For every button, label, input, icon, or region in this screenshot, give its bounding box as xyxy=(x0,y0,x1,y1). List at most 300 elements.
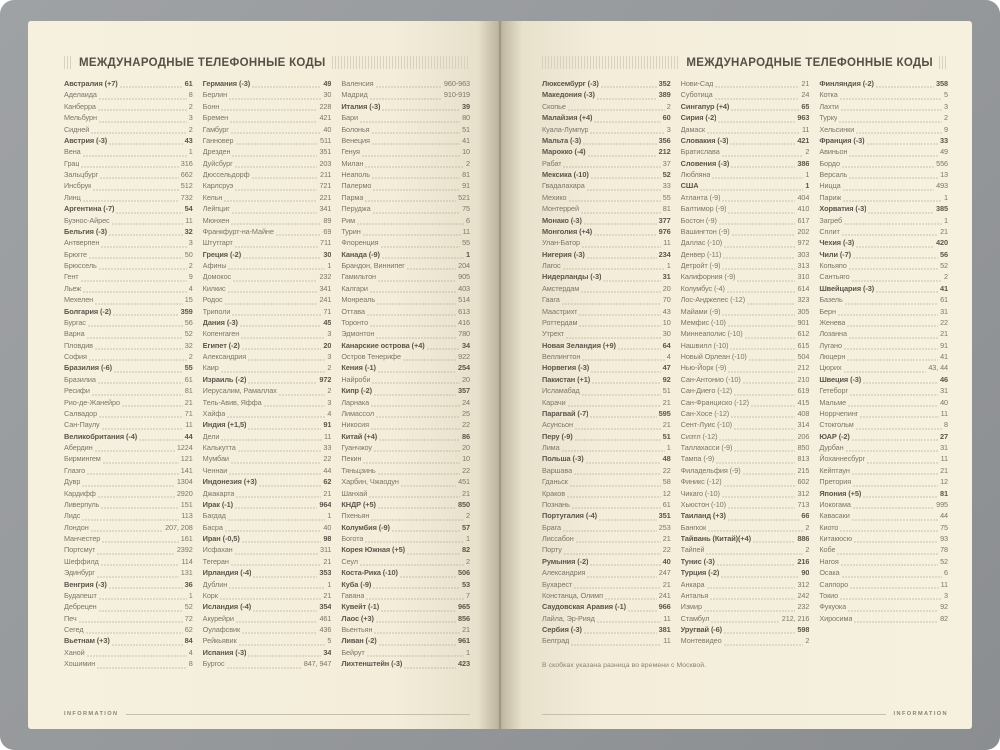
entry-code: 31 xyxy=(940,443,949,452)
list-item xyxy=(542,511,671,522)
entry-code: 33 xyxy=(662,181,671,191)
list-item xyxy=(542,636,671,647)
dots-leader xyxy=(243,257,321,259)
dots-leader xyxy=(576,541,661,543)
entry-code: 70 xyxy=(662,295,671,305)
entry-label: Куба (-9) xyxy=(341,579,372,589)
entry-label: Оттава xyxy=(341,306,365,316)
entry-label: Палермо xyxy=(341,181,372,191)
entry-label: Портсмут xyxy=(64,545,96,555)
entry-code: 62 xyxy=(184,625,193,634)
dots-leader xyxy=(100,177,179,179)
entry-label: Исламабад xyxy=(542,386,580,396)
dots-leader xyxy=(98,109,187,111)
list-item xyxy=(341,580,470,591)
entry-code: 3 xyxy=(944,101,949,111)
entry-label: Загреб xyxy=(819,215,843,225)
list-item xyxy=(542,113,671,124)
entry-code: 161 xyxy=(180,534,193,543)
entry-code: 91 xyxy=(323,420,332,430)
list-item xyxy=(341,295,470,306)
list-item xyxy=(819,443,948,454)
list-item xyxy=(341,602,470,613)
list-item xyxy=(819,386,948,397)
entry-code: 254 xyxy=(457,363,471,373)
list-item xyxy=(64,170,193,181)
dots-leader xyxy=(101,246,186,248)
entry-label: Нагоя xyxy=(819,556,839,566)
dots-leader xyxy=(568,405,661,407)
dots-leader xyxy=(99,268,187,270)
list-item xyxy=(64,454,193,465)
entry-code: 358 xyxy=(935,79,949,88)
dots-leader xyxy=(728,212,795,214)
entry-label: Польша (-3) xyxy=(542,454,584,464)
entry-code: 2 xyxy=(466,556,471,566)
entry-code: 90 xyxy=(801,568,810,578)
entry-code: 11 xyxy=(940,454,949,464)
list-item xyxy=(64,500,193,511)
entry-label: Копьяпо xyxy=(819,261,847,270)
entry-code: 856 xyxy=(457,613,471,623)
dots-leader xyxy=(569,200,661,202)
dots-leader xyxy=(370,325,456,327)
left-page-footer xyxy=(64,711,470,717)
list-item xyxy=(341,409,470,420)
entry-code: 22 xyxy=(940,317,949,327)
dots-leader xyxy=(253,576,317,578)
dots-leader xyxy=(588,155,657,157)
list-item xyxy=(64,568,193,579)
dots-leader xyxy=(79,621,183,623)
entry-label: Вьентьян xyxy=(341,625,373,634)
list-item xyxy=(341,204,470,215)
dots-leader xyxy=(567,496,661,498)
entry-code: 41 xyxy=(940,352,949,361)
entry-code: 71 xyxy=(323,306,332,316)
entry-label: Пакистан (+1) xyxy=(542,374,591,384)
entry-label: Ресифи xyxy=(64,386,90,396)
list-item xyxy=(542,477,671,488)
entry-label: Новый Орлеан (-10) xyxy=(680,352,747,361)
entry-code: 65 xyxy=(801,101,810,111)
dots-leader xyxy=(83,200,179,202)
entry-label: Калькутта xyxy=(202,443,236,452)
list-item xyxy=(203,250,332,261)
entry-label: Мехико xyxy=(542,192,567,202)
entry-label: Нови-Сад xyxy=(680,79,714,88)
entry-code: 40 xyxy=(323,124,332,134)
dots-leader xyxy=(376,416,460,418)
left-page xyxy=(28,21,498,729)
list-item xyxy=(341,625,470,636)
entry-code: 10 xyxy=(462,147,471,157)
list-item xyxy=(341,147,470,158)
dots-leader xyxy=(360,564,464,566)
list-item xyxy=(64,238,193,249)
entry-label: Роттердам xyxy=(542,317,578,327)
list-item xyxy=(681,614,810,625)
dots-leader xyxy=(403,359,456,361)
entry-code: 241 xyxy=(319,295,332,305)
codes-columns xyxy=(542,79,948,648)
entry-code: 253 xyxy=(658,522,671,532)
entry-label: Сеул xyxy=(341,556,358,566)
entry-code: 556 xyxy=(936,158,949,168)
list-item xyxy=(64,409,193,420)
list-item xyxy=(542,420,671,431)
entry-code: 847, 947 xyxy=(303,659,332,669)
entry-label: Хельсинки xyxy=(819,124,855,134)
entry-code: 207, 208 xyxy=(165,522,193,532)
entry-label: Ирландия (-4) xyxy=(202,568,252,578)
entry-label: Шеффилд xyxy=(64,556,99,566)
entry-code: 247 xyxy=(658,568,671,578)
list-item xyxy=(203,318,332,329)
entry-code: 341 xyxy=(319,204,332,214)
dots-leader xyxy=(365,541,464,543)
entry-code: 451 xyxy=(458,477,471,487)
dots-leader xyxy=(120,86,183,88)
list-item xyxy=(681,466,810,477)
entry-label: Сан-Хосе (-12) xyxy=(680,408,730,418)
entry-label: Остров Тенерифе xyxy=(341,352,401,361)
dots-leader xyxy=(97,576,179,578)
dots-leader xyxy=(848,610,938,612)
entry-label: Эдинбург xyxy=(64,568,95,578)
entry-code: 72 xyxy=(184,613,193,623)
list-item xyxy=(542,79,671,90)
dots-leader xyxy=(87,655,187,657)
entry-code: 310 xyxy=(797,272,810,282)
dots-leader xyxy=(382,257,464,259)
list-item xyxy=(341,557,470,568)
entry-label: Финляндия (-2) xyxy=(819,79,874,88)
entry-code: 78 xyxy=(940,545,949,555)
dots-leader xyxy=(723,257,795,259)
entry-label: Гетеборг xyxy=(819,386,849,396)
entry-code: 305 xyxy=(797,306,810,316)
dots-leader xyxy=(563,530,657,532)
dots-leader xyxy=(749,359,796,361)
entry-label: Монако (-3) xyxy=(542,215,582,225)
list-item xyxy=(341,568,470,579)
entry-label: Сан-Франциско (-12) xyxy=(680,397,750,407)
entry-code: 3 xyxy=(666,124,671,134)
dots-leader xyxy=(101,507,178,509)
dots-leader xyxy=(228,268,325,270)
entry-code: 21 xyxy=(940,329,949,339)
entry-label: Бирмингем xyxy=(64,454,101,464)
list-item xyxy=(203,454,332,465)
list-item xyxy=(819,420,948,431)
entry-label: Торонто xyxy=(341,317,369,327)
entry-code: 614 xyxy=(797,283,810,293)
list-item xyxy=(64,227,193,238)
dots-leader xyxy=(99,416,183,418)
entry-label: Хошимин xyxy=(64,659,96,669)
dots-leader xyxy=(704,610,796,612)
entry-code: 813 xyxy=(797,454,810,464)
list-item xyxy=(341,534,470,545)
entry-code: 60 xyxy=(662,113,671,123)
dots-leader xyxy=(81,280,187,282)
entry-code: 43 xyxy=(184,135,193,145)
entry-label: Турция (-2) xyxy=(680,568,720,578)
list-item xyxy=(64,591,193,602)
dots-leader xyxy=(116,212,182,214)
entry-code: 52 xyxy=(184,329,193,339)
dots-leader xyxy=(721,576,799,578)
list-item xyxy=(681,136,810,147)
entry-label: Сидней xyxy=(64,124,90,134)
entry-code: 91 xyxy=(462,181,471,191)
list-item xyxy=(681,284,810,295)
list-item xyxy=(681,523,810,534)
footer-rule xyxy=(542,714,886,715)
entry-code: 504 xyxy=(797,352,810,361)
dots-leader xyxy=(381,246,461,248)
list-item xyxy=(203,432,332,443)
list-item xyxy=(341,261,470,272)
entry-code: 54 xyxy=(184,204,193,214)
entry-code: 21 xyxy=(323,488,332,498)
entry-code: 357 xyxy=(457,386,471,396)
entry-code: 506 xyxy=(457,568,471,578)
entry-code: 1304 xyxy=(176,477,193,487)
dots-leader xyxy=(724,644,804,646)
entry-code: 9 xyxy=(188,272,193,282)
list-item xyxy=(819,284,948,295)
entry-label: Аделаида xyxy=(64,90,97,100)
list-item xyxy=(819,454,948,465)
dots-leader xyxy=(591,371,661,373)
list-item xyxy=(819,193,948,204)
list-item xyxy=(341,386,470,397)
entry-label: Констанца, Олимп xyxy=(542,590,603,600)
dots-leader xyxy=(852,473,938,475)
dots-leader xyxy=(220,598,322,600)
entry-code: 905 xyxy=(458,272,471,282)
entry-code: 232 xyxy=(797,602,810,612)
entry-code: 215 xyxy=(797,465,810,475)
list-item xyxy=(542,352,671,363)
dots-leader xyxy=(706,553,803,555)
list-item xyxy=(819,523,948,534)
entry-label: Претория xyxy=(819,477,852,487)
list-item xyxy=(819,534,948,545)
dots-leader xyxy=(369,496,460,498)
dots-leader xyxy=(724,632,795,634)
list-item xyxy=(341,90,470,101)
dots-leader xyxy=(112,644,183,646)
entry-code: 403 xyxy=(458,283,471,293)
dots-leader xyxy=(367,655,464,657)
entry-label: Сан-Антонио (-10) xyxy=(680,374,741,384)
dots-leader xyxy=(382,109,460,111)
entry-label: Богота xyxy=(341,534,364,543)
dots-leader xyxy=(848,405,938,407)
dots-leader xyxy=(591,177,661,179)
list-item xyxy=(203,181,332,192)
entry-label: Акурейри xyxy=(202,613,234,623)
entry-label: Канберра xyxy=(64,101,96,111)
list-item xyxy=(819,557,948,568)
entry-label: Брага xyxy=(542,522,561,532)
list-item xyxy=(819,466,948,477)
entry-code: 210 xyxy=(797,374,810,384)
list-item xyxy=(64,284,193,295)
entry-label: Иерусалим, Рамаллах xyxy=(202,386,277,396)
entry-label: Майами (-9) xyxy=(680,306,721,316)
list-item xyxy=(341,125,470,136)
entry-code: 613 xyxy=(458,306,471,316)
entry-code: 61 xyxy=(184,79,193,88)
list-item xyxy=(681,375,810,386)
dots-leader xyxy=(586,462,661,464)
dots-leader xyxy=(592,382,661,384)
entry-code: 351 xyxy=(658,511,671,521)
entry-code: 211 xyxy=(320,170,332,179)
entry-code: 241 xyxy=(658,590,671,600)
entry-code: 22 xyxy=(462,420,471,430)
list-item xyxy=(64,204,193,215)
list-item xyxy=(64,113,193,124)
entry-label: Братислава xyxy=(680,147,720,157)
list-item xyxy=(64,534,193,545)
entry-label: Норрчепинг xyxy=(819,408,859,418)
list-item xyxy=(203,136,332,147)
list-item xyxy=(64,625,193,636)
list-item xyxy=(341,272,470,283)
dots-leader xyxy=(378,280,456,282)
entry-code: 404 xyxy=(797,192,810,202)
dots-leader xyxy=(728,371,795,373)
entry-label: Киото xyxy=(819,522,839,532)
dots-leader xyxy=(392,530,460,532)
entry-code: 232 xyxy=(319,272,332,282)
dots-leader xyxy=(840,530,938,532)
dots-leader xyxy=(227,667,302,669)
list-item xyxy=(819,216,948,227)
dots-leader xyxy=(98,496,175,498)
dots-leader xyxy=(99,121,187,123)
entry-code: 31 xyxy=(662,272,671,282)
dots-leader xyxy=(843,189,935,191)
list-item xyxy=(542,432,671,443)
dots-leader xyxy=(734,428,795,430)
entry-label: Версаль xyxy=(819,170,848,179)
dots-leader xyxy=(722,268,795,270)
list-item xyxy=(341,375,470,386)
entry-label: Кавасаки xyxy=(819,511,850,521)
list-item xyxy=(819,409,948,420)
dots-leader xyxy=(239,644,326,646)
list-item xyxy=(203,90,332,101)
entry-label: Шанхай xyxy=(341,488,368,498)
list-item xyxy=(203,523,332,534)
entry-code: 8 xyxy=(188,90,193,100)
entry-code: 57 xyxy=(461,522,471,532)
dots-leader xyxy=(730,143,795,145)
dots-leader xyxy=(235,166,318,168)
entry-label: Сирия (-2) xyxy=(680,113,717,123)
entry-label: Канада (-9) xyxy=(341,249,380,259)
list-item xyxy=(681,500,810,511)
dots-leader xyxy=(374,450,460,452)
dots-leader xyxy=(737,280,795,282)
entry-label: Бухарест xyxy=(542,579,573,589)
dots-leader xyxy=(248,655,321,657)
entry-code: 81 xyxy=(939,488,949,498)
entry-label: Штутгарт xyxy=(202,238,233,248)
list-item xyxy=(341,454,470,465)
entry-code: 216 xyxy=(797,556,810,566)
entry-code: 963 xyxy=(797,113,810,123)
entry-label: Лейпциг xyxy=(202,204,230,214)
list-item xyxy=(681,261,810,272)
page-title: МЕЖДУНАРОДНЫЕ ТЕЛЕФОННЫЕ КОДЫ xyxy=(686,56,933,69)
dots-leader xyxy=(732,234,796,236)
entry-label: Индия (+1,5) xyxy=(202,420,247,430)
dots-leader xyxy=(114,371,183,373)
entry-code: 131 xyxy=(180,568,193,578)
entry-code: 37 xyxy=(662,158,671,168)
entry-label: Гаага xyxy=(542,295,560,305)
dots-leader xyxy=(751,405,795,407)
entry-code: 228 xyxy=(319,101,332,111)
entry-code: 51 xyxy=(662,431,671,441)
entry-label: Линц xyxy=(64,192,81,202)
entry-label: Амстердам xyxy=(542,283,580,293)
list-item xyxy=(542,284,671,295)
dots-leader xyxy=(248,428,321,430)
entry-label: Кения (-1) xyxy=(341,363,376,373)
entry-code: 3 xyxy=(188,238,193,248)
list-item xyxy=(203,557,332,568)
entry-label: Маастрихт xyxy=(542,306,578,316)
dots-leader xyxy=(847,325,938,327)
entry-code: 21 xyxy=(184,397,193,407)
dots-leader xyxy=(113,314,178,316)
entry-code: 20 xyxy=(662,283,671,293)
list-item xyxy=(819,307,948,318)
dots-leader xyxy=(743,473,796,475)
entry-code: 3 xyxy=(327,397,332,407)
dots-leader xyxy=(563,268,665,270)
entry-label: Бразилиа xyxy=(64,374,96,384)
list-item xyxy=(341,545,470,556)
entry-code: 39 xyxy=(461,101,471,111)
entry-label: Манчестер xyxy=(64,534,101,543)
entry-label: Гамбург xyxy=(202,124,229,134)
entry-label: Антверпен xyxy=(64,238,100,248)
entry-code: 512 xyxy=(180,181,193,191)
entry-label: Ирак (-1) xyxy=(202,499,233,509)
entry-label: Сантьяго xyxy=(819,272,850,282)
entry-label: Турку xyxy=(819,113,838,123)
list-item xyxy=(64,375,193,386)
entry-code: 511 xyxy=(320,135,332,145)
entry-label: Великобритания (-4) xyxy=(64,431,138,441)
entry-label: КНДР (+5) xyxy=(341,499,376,509)
list-item xyxy=(203,79,332,90)
entry-label: Чехия (-3) xyxy=(819,238,855,248)
entry-code: 75 xyxy=(462,204,471,214)
list-item xyxy=(542,409,671,420)
entry-label: Лос-Анджелес (-12) xyxy=(680,295,746,305)
dots-leader xyxy=(225,303,318,305)
